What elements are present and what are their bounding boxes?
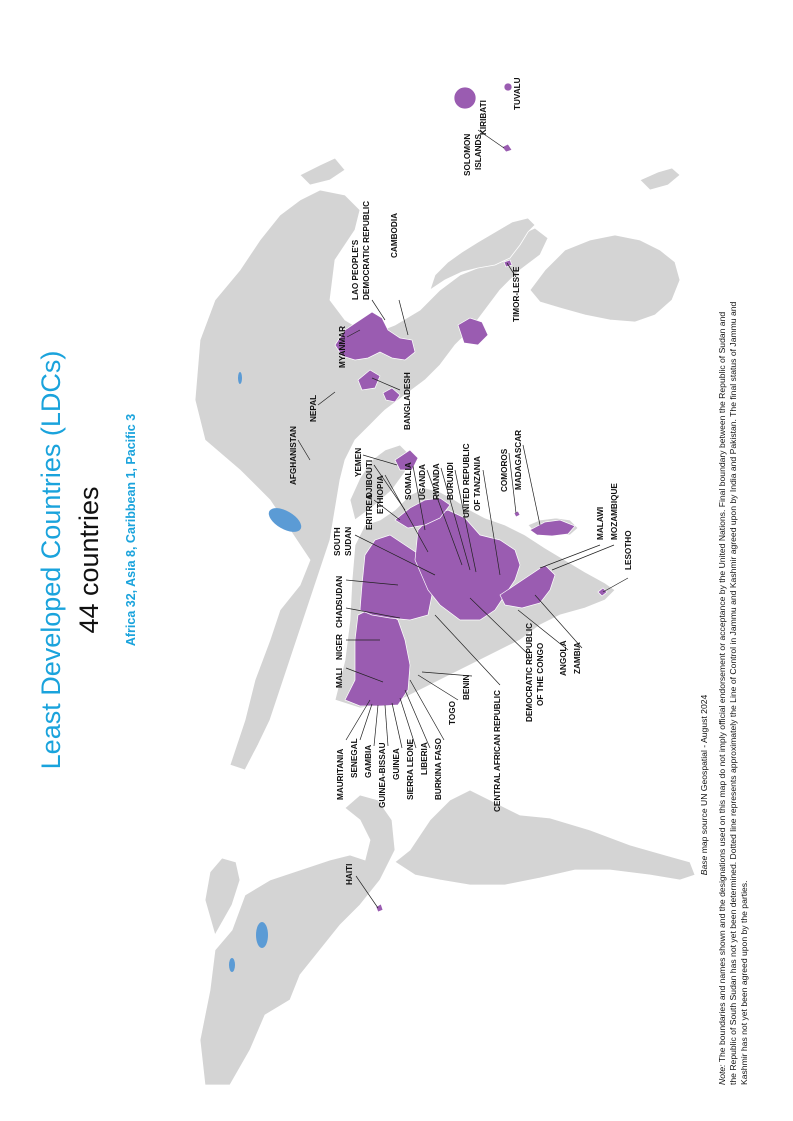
- label-liberia: LIBERIA: [420, 742, 429, 775]
- label-guinea-bissau: GUINEA-BISSAU: [378, 742, 387, 808]
- label-malawi: MALAWI: [596, 506, 605, 540]
- label-madagascar: MADAGASCAR: [514, 429, 523, 490]
- source-text: map source UN Geospatial - August 2024: [699, 694, 709, 856]
- label-sudan: SUDAN: [335, 575, 344, 605]
- count-block: [74, 486, 104, 633]
- lake-baikal: [238, 372, 242, 384]
- label-eritrea: ERITREA: [365, 494, 374, 530]
- label-cambodia: CAMBODIA: [390, 212, 399, 258]
- label-south-sudan-line1: SOUTH: [333, 527, 342, 556]
- base-map-source: [699, 694, 709, 875]
- label-afghanistan: AFGHANISTAN: [289, 426, 298, 485]
- label-djibouti: DJIBOUTI: [365, 459, 374, 498]
- label-togo: TOGO: [448, 701, 457, 725]
- great-lakes: [256, 922, 268, 948]
- note-block: [717, 301, 749, 1085]
- world-map: [195, 83, 695, 1085]
- label-niger: NIGER: [335, 634, 344, 660]
- label-lesotho: LESOTHO: [624, 530, 633, 570]
- label-timor-leste: TIMOR-LESTE: [512, 266, 521, 322]
- svg-text:Note: The boundaries and names: [717, 312, 727, 1085]
- label-uganda: UGANDA: [418, 464, 427, 500]
- label-haiti: HAITI: [345, 863, 354, 885]
- label-burkina-faso: BURKINA FASO: [434, 737, 443, 800]
- label-tuvalu: TUVALU: [513, 77, 522, 110]
- label-yemen: YEMEN: [354, 447, 363, 477]
- label-kiribati: KIRIBATI: [479, 100, 488, 135]
- label-mali: MALI: [335, 667, 344, 688]
- label-sierra-leone: SIERRA LEONE: [406, 738, 415, 800]
- label-senegal: SENEGAL: [350, 738, 359, 778]
- label-ethiopia: ETHIOPIA: [376, 475, 385, 514]
- title-block: [36, 351, 66, 770]
- label-solomon-line2: ISLANDS: [474, 134, 483, 170]
- note-line-2: the Republic of South Sudan has not yet been determined. Dotted line represents approximately the Line of Control in Jammu and Kashmir agreed upon by India and Pakistan. The final status of Jammu and: [728, 301, 738, 1085]
- ldc-haiti: [376, 904, 383, 912]
- map-title: Least Developed Countries (LDCs): [36, 350, 66, 770]
- label-south-sudan-line2: SUDAN: [344, 526, 353, 556]
- new-zealand: [640, 168, 680, 190]
- note-prefix: Note:: [717, 1064, 727, 1085]
- country-count: 44 countries: [74, 486, 104, 634]
- source-prefix: Base: [699, 855, 709, 876]
- label-lao-line2: DEMOCRATIC REPUBLIC: [362, 200, 371, 300]
- ldc-tuvalu: [504, 83, 512, 91]
- label-solomon-line1: SOLOMON: [463, 133, 472, 176]
- label-bangladesh: BANGLADESH: [403, 372, 412, 430]
- label-comoros: COMOROS: [500, 448, 509, 492]
- label-drc-line1: DEMOCRATIC REPUBLIC: [525, 622, 534, 722]
- label-mozambique: MOZAMBIQUE: [610, 483, 619, 540]
- label-myanmar: MYANMAR: [338, 326, 347, 368]
- label-angola: ANGOLA: [559, 640, 568, 676]
- label-somalia: SOMALIA: [404, 462, 413, 500]
- south-america: [395, 790, 695, 885]
- label-nepal: NEPAL: [309, 394, 318, 422]
- label-gambia: GAMBIA: [364, 744, 373, 778]
- label-burundi: BURUNDI: [446, 462, 455, 500]
- region-breakdown: Africa 32, Asia 8, Caribbean 1, Pacific 3: [124, 413, 138, 647]
- japan: [300, 158, 345, 185]
- ldc-comoros: [514, 511, 520, 517]
- label-guinea: GUINEA: [392, 748, 401, 780]
- australia: [530, 235, 680, 322]
- canada-lake: [229, 958, 235, 972]
- label-lao-line1: LAO PEOPLE'S: [351, 239, 360, 300]
- ldc-kiribati: [454, 87, 476, 109]
- label-central-african-republic: CENTRAL AFRICAN REPUBLIC: [493, 690, 502, 812]
- label-tanzania-line2: OF TANZANIA: [473, 456, 482, 511]
- north-america: [200, 795, 395, 1085]
- note-line-1: The boundaries and names shown and the designations used on this map do not imply official endorsement or acceptance by the United Nations. Final boundary between the Republic of Sudan and: [717, 311, 727, 1065]
- label-tanzania-line1: UNITED REPUBLIC: [462, 443, 471, 518]
- label-drc-line2: OF THE CONGO: [536, 642, 545, 706]
- label-rwanda: RWANDA: [432, 463, 441, 500]
- note-line-3: Kashmir has not yet been agreed upon by the parties.: [739, 880, 749, 1085]
- label-zambia: ZAMBIA: [573, 642, 582, 674]
- label-chad: CHAD: [335, 604, 344, 628]
- label-benin: BENIN: [462, 674, 471, 700]
- svg-text:Base map source UN Geospatial: [699, 694, 709, 875]
- label-mauritania: MAURITANIA: [336, 748, 345, 800]
- ldc-afghanistan: [458, 318, 488, 345]
- subtitle-block: [124, 414, 138, 646]
